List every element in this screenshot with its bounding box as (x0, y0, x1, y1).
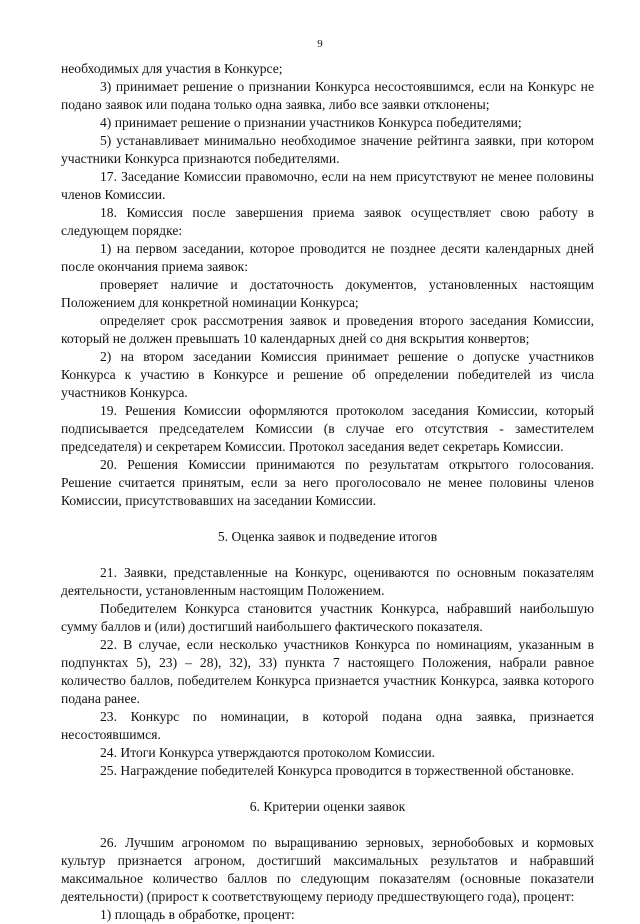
paragraph: 20. Решения Комиссии принимаются по результатам открытого голосования. Решение считается принятым, если за него проголосовало не менее половины членов Комиссии, присутствовавших на заседании Комиссии. (61, 457, 594, 508)
section-heading: 6. Критерии оценки заявок (249, 799, 406, 814)
paragraph: 1) площадь в обработке, процент: (100, 907, 295, 922)
paragraph: 2) на втором заседании Комиссия принимает решение о допуске участников Конкурса к участию в Конкурсе и решение об определении победителей из числа участников Конкурса. (61, 349, 594, 400)
paragraph: 3) принимает решение о признании Конкурса несостоявшимся, если на Конкурс не подано заявок или подана только одна заявка, либо все заявки отклонены; (61, 79, 594, 112)
section-heading: 5. Оценка заявок и подведение итогов (217, 529, 438, 544)
paragraph: 4) принимает решение о признании участников Конкурса победителями; (100, 115, 522, 130)
paragraph: необходимых для участия в Конкурсе; (61, 61, 283, 76)
paragraph: 25. Награждение победителей Конкурса проводится в торжественной обстановке. (100, 763, 575, 778)
page-number: 9 (317, 38, 323, 50)
paragraph: 18. Комиссия после завершения приема заявок осуществляет свою работу в следующем порядке: (61, 205, 594, 238)
paragraph: Победителем Конкурса становится участник Конкурса, набравший наибольшую сумму баллов и (или) достигший наибольшего фактического показателя. (61, 601, 594, 634)
paragraph: 19. Решения Комиссии оформляются протоколом заседания Комиссии, который подписывается председателем Комиссии (в случае его отсутствия - заместителем председателя) и секретарем Комиссии. Протокол заседания ведет секретарь Комиссии. (61, 403, 594, 454)
paragraph: 21. Заявки, представленные на Конкурс, оцениваются по основным показателям деятельности, установленным настоящим Положением. (61, 565, 594, 598)
paragraph: 24. Итоги Конкурса утверждаются протоколом Комиссии. (100, 745, 436, 760)
paragraph: 22. В случае, если несколько участников Конкурса по номинациям, указанным в подпунктах 5), 23) – 28), 32), 33) пункта 7 настоящего Положения, набрали равное количество баллов, победителем Конкурса признается участник Конкурса, заявка которого подана ранее. (61, 637, 594, 706)
paragraph: 26. Лучшим агрономом по выращиванию зерновых, зернобобовых и кормовых культур признается агроном, достигший максимальных результатов и набравший максимальное количество баллов по следующим показателям (основные показатели деятельности) (прирост к соответствующему периоду предшествующего года), процент: (61, 835, 594, 904)
paragraph: 5) устанавливает минимально необходимое значение рейтинга заявки, при котором участники Конкурса признаются победителями. (61, 133, 594, 166)
paragraph: определяет срок рассмотрения заявок и проведения второго заседания Комиссии, который не должен превышать 10 календарных дней со дня вскрытия конвертов; (61, 313, 594, 346)
paragraph: 17. Заседание Комиссии правомочно, если на нем присутствуют не менее половины членов Комиссии. (61, 169, 594, 202)
paragraph: проверяет наличие и достаточность документов, установленных настоящим Положением для конкретной номинации Конкурса; (61, 277, 594, 310)
paragraph: 1) на первом заседании, которое проводится не позднее десяти календарных дней после окончания приема заявок: (61, 241, 594, 274)
paragraph: 23. Конкурс по номинации, в которой подана одна заявка, признается несостоявшимся. (61, 709, 594, 742)
document-body (61, 60, 594, 924)
